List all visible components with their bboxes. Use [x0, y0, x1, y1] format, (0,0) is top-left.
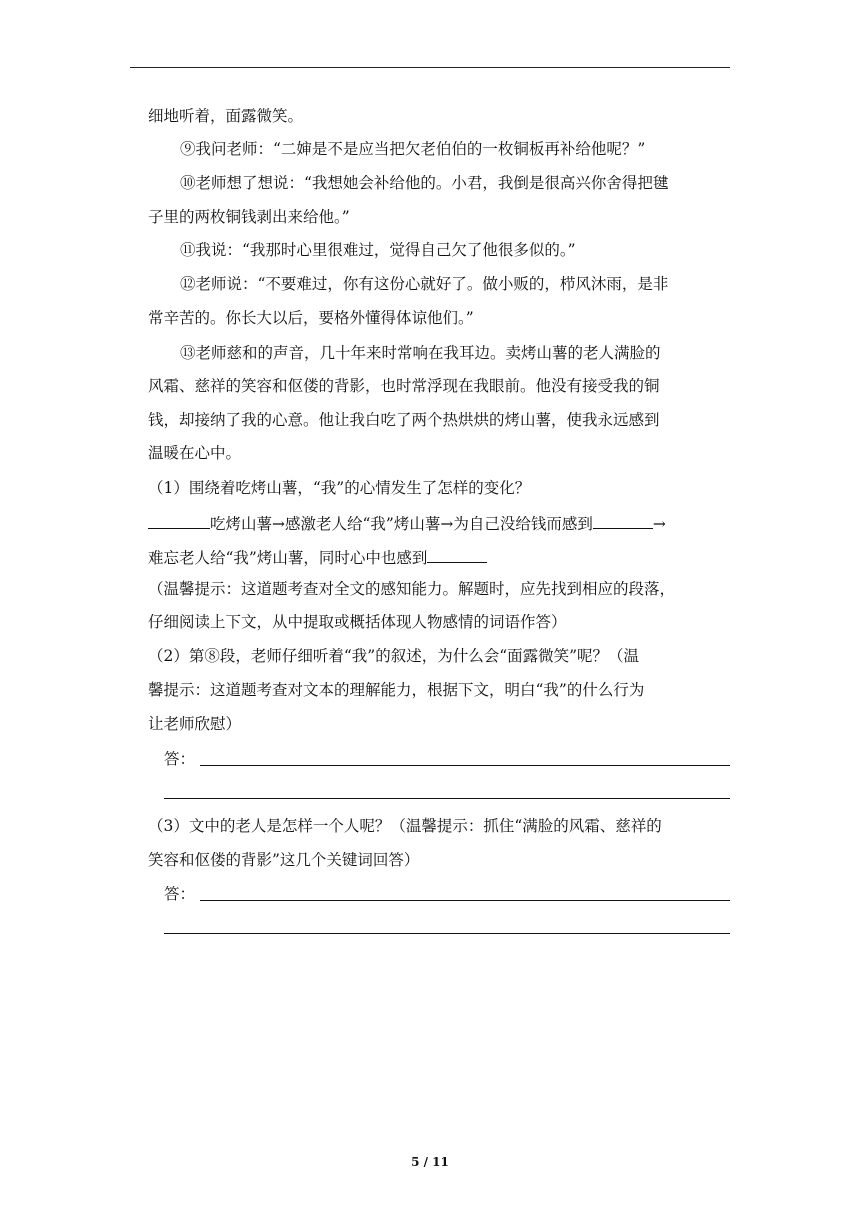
question-1-chain [148, 512, 666, 534]
paragraph-13: ⑬老师慈和的声音，几十年来时常响在我耳边。卖烤山薯的老人满脸的 [180, 344, 661, 362]
paragraph-12: ⑫老师说：“不要难过，你有这份心就好了。做小贩的，栉风沐雨，是非 [180, 275, 669, 293]
question-1-chain-end [148, 546, 487, 568]
answer-label: 答： [164, 750, 196, 768]
question-2-hint: 让老师欣慰） [148, 715, 242, 733]
question-1-title: （1）围绕着吃烤山薯，“我”的心情发生了怎样的变化？ [148, 479, 531, 497]
arrow-icon: → [652, 515, 666, 533]
question-3-title: （3）文中的老人是怎样一个人呢？（温馨提示：抓住“满脸的风霜、慈祥的 [148, 817, 662, 835]
fill-blank-3[interactable] [427, 546, 487, 563]
passage-line: 风霜、慈祥的笑容和伛偻的背影，也时常浮现在我眼前。他没有接受我的铜 [148, 377, 660, 395]
chain-text: 吃烤山薯→感激老人给“我”烤山薯→为自己没给钱而感到 [210, 515, 593, 533]
chain-text: 难忘老人给“我”烤山薯，同时心中也感到 [148, 549, 428, 567]
question-3-hint: 笑容和伛偻的背影”这几个关键词回答） [148, 851, 420, 869]
fill-blank-2[interactable] [593, 512, 653, 529]
answer-line[interactable] [164, 798, 730, 799]
answer-label: 答： [164, 885, 196, 903]
fill-blank-1[interactable] [148, 512, 210, 529]
question-2-title: （2）第⑧段，老师仔细听着“我”的叙述，为什么会“面露微笑”呢？（温 [148, 647, 640, 665]
header-rule [130, 67, 730, 68]
answer-line[interactable] [200, 765, 730, 766]
passage-line: 钱，却接纳了我的心意。他让我白吃了两个热烘烘的烤山薯，使我永远感到 [148, 411, 660, 429]
paragraph-9: ⑨我问老师：“二婶是不是应当把欠老伯伯的一枚铜板再补给他呢？” [180, 140, 646, 158]
question-1-hint: 仔细阅读上下文，从中提取或概括体现人物感情的词语作答） [148, 613, 567, 631]
answer-line[interactable] [200, 900, 730, 901]
passage-line: 常辛苦的。你长大以后，要格外懂得体谅他们。” [148, 309, 474, 327]
question-2-hint: 馨提示：这道题考查对文本的理解能力，根据下文，明白“我”的什么行为 [148, 681, 645, 699]
passage-line: 细地听着，面露微笑。 [148, 107, 304, 125]
page-number: 5 / 11 [411, 1155, 449, 1169]
passage-line: 温暖在心中。 [148, 444, 242, 462]
paragraph-10: ⑩老师想了想说：“我想她会补给他的。小君，我倒是很高兴你舍得把毽 [180, 174, 669, 192]
passage-line: 子里的两枚铜钱剥出来给他。” [148, 208, 350, 226]
answer-line[interactable] [164, 933, 730, 934]
paragraph-11: ⑪我说：“我那时心里很难过，觉得自己欠了他很多似的。” [180, 241, 576, 259]
question-1-hint: （温馨提示：这道题考查对全文的感知能力。解题时，应先找到相应的段落， [148, 580, 676, 598]
